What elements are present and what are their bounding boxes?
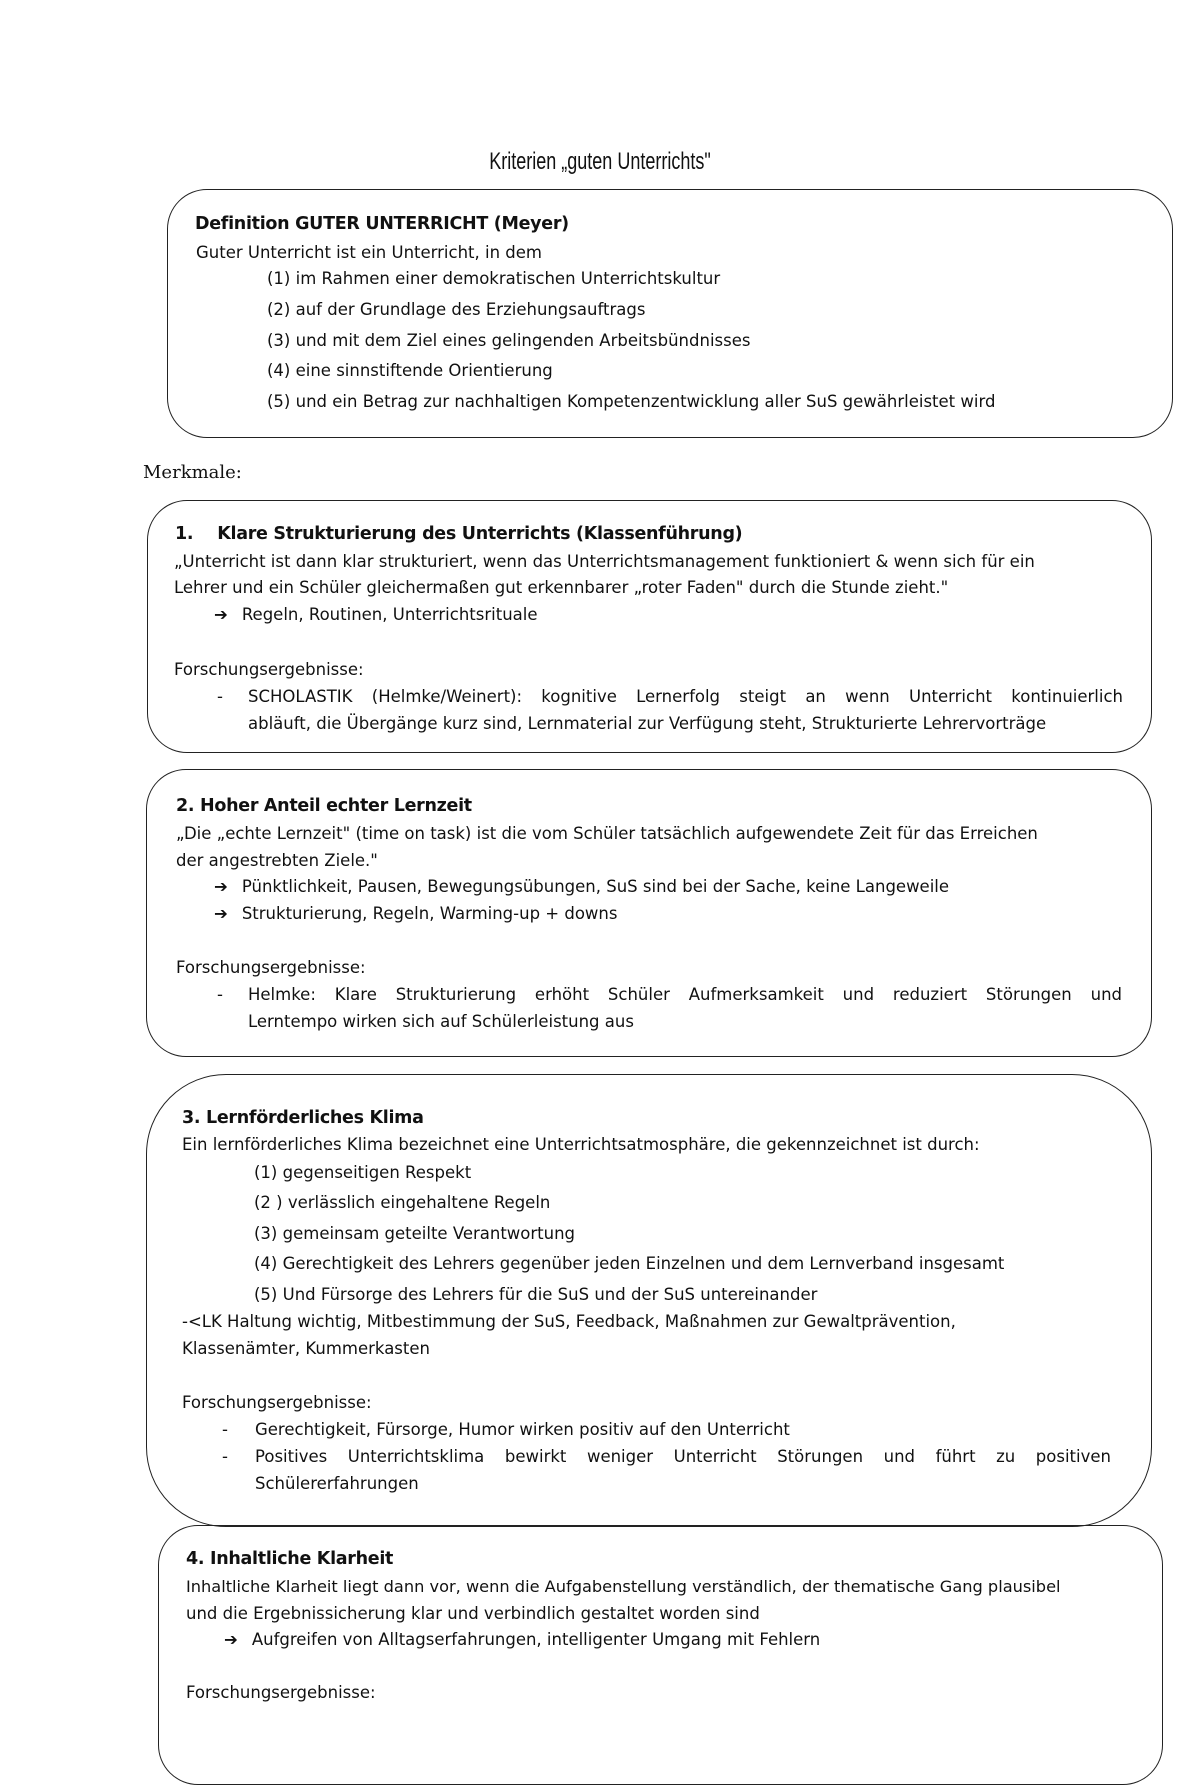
section-3-research-label: Forschungsergebnisse:	[182, 1393, 372, 1412]
section-2-research-label: Forschungsergebnisse:	[176, 958, 366, 977]
section-4-text: und die Ergebnissicherung klar und verbindlich gestaltet worden sind	[186, 1604, 760, 1623]
arrow-icon: ➔	[214, 605, 228, 624]
definition-heading: Definition GUTER UNTERRICHT (Meyer)	[195, 214, 569, 234]
section-3-item: (3) gemeinsam geteilte Verantwortung	[254, 1224, 576, 1243]
section-4-heading: 4. Inhaltliche Klarheit	[186, 1549, 394, 1569]
arrow-icon: ➔	[224, 1630, 238, 1649]
section-4-research-label: Forschungsergebnisse:	[186, 1683, 376, 1702]
section-3-extra: -<LK Haltung wichtig, Mitbestimmung der SuS, Feedback, Maßnahmen zur Gewaltprävention,	[182, 1312, 956, 1331]
section-1-text: Lehrer und ein Schüler gleichermaßen gut erkennbarer „roter Faden" durch die Stunde zieht."	[174, 578, 949, 597]
section-2-text: der angestrebten Ziele."	[176, 851, 378, 870]
section-2-arrow-item: ➔ Pünktlichkeit, Pausen, Bewegungsübungen, SuS sind bei der Sache, keine Langeweile	[214, 877, 950, 896]
section-3-research-item: Positives Unterrichtsklima bewirkt weniger Unterricht Störungen und führt zu positiven	[255, 1447, 1111, 1466]
dash-icon: -	[222, 1447, 228, 1466]
definition-intro: Guter Unterricht ist ein Unterricht, in dem	[196, 243, 542, 262]
definition-item: (1) im Rahmen einer demokratischen Unterrichtskultur	[267, 269, 721, 288]
section-2-arrow-item: ➔ Strukturierung, Regeln, Warming-up + downs	[214, 904, 618, 923]
section-2-heading: 2. Hoher Anteil echter Lernzeit	[176, 796, 472, 816]
section-4-text: Inhaltliche Klarheit liegt dann vor, wenn die Aufgabenstellung verständlich, der thematische Gang plausibel	[186, 1577, 1061, 1596]
section-1-heading-number: 1.	[175, 524, 194, 544]
section-1-research-item: abläuft, die Übergänge kurz sind, Lernmaterial zur Verfügung steht, Strukturierte Lehrervorträge	[248, 714, 1047, 733]
section-3-item: (5) Und Fürsorge des Lehrers für die SuS und der SuS untereinander	[254, 1285, 818, 1304]
section-3-extra: Klassenämter, Kummerkasten	[182, 1339, 430, 1358]
arrow-icon: ➔	[214, 904, 228, 923]
section-1-text: „Unterricht ist dann klar strukturiert, wenn das Unterrichtsmanagement funktioniert & wenn sich für ein	[174, 552, 1035, 571]
arrow-icon: ➔	[214, 877, 228, 896]
section-1-heading-text: Klare Strukturierung des Unterrichts (Klassenführung)	[217, 524, 743, 544]
section-1-arrow-item: ➔ Regeln, Routinen, Unterrichtsrituale	[214, 605, 538, 624]
definition-item: (4) eine sinnstiftende Orientierung	[267, 361, 553, 380]
definition-item: (2) auf der Grundlage des Erziehungsauftrags	[267, 300, 646, 319]
dash-icon: -	[222, 1420, 228, 1439]
dash-icon: -	[217, 687, 223, 706]
section-3-heading: 3. Lernförderliches Klima	[182, 1108, 424, 1128]
page-title: Kriterien „guten Unterrichts"	[489, 148, 711, 175]
dash-icon: -	[217, 985, 223, 1004]
definition-item: (3) und mit dem Ziel eines gelingenden Arbeitsbündnisses	[267, 331, 751, 350]
section-3-intro: Ein lernförderliches Klima bezeichnet eine Unterrichtsatmosphäre, die gekennzeichnet ist durch:	[182, 1135, 980, 1154]
section-2-research-item: Helmke: Klare Strukturierung erhöht Schüler Aufmerksamkeit und reduziert Störungen und	[248, 985, 1122, 1004]
section-2-text: „Die „echte Lernzeit" (time on task) ist die vom Schüler tatsächlich aufgewendete Zeit für das Erreichen	[176, 824, 1038, 843]
section-3-item: (1) gegenseitigen Respekt	[254, 1163, 472, 1182]
section-3-research-item: Schülererfahrungen	[255, 1474, 419, 1493]
section-4-arrow-item: ➔ Aufgreifen von Alltagserfahrungen, intelligenter Umgang mit Fehlern	[224, 1630, 821, 1649]
section-3-item: (4) Gerechtigkeit des Lehrers gegenüber jeden Einzelnen und dem Lernverband insgesamt	[254, 1254, 1005, 1273]
merkmale-label: Merkmale:	[143, 462, 242, 483]
section-3-item: (2 ) verlässlich eingehaltene Regeln	[254, 1193, 551, 1212]
definition-item: (5) und ein Betrag zur nachhaltigen Kompetenzentwicklung aller SuS gewährleistet wird	[267, 392, 996, 411]
section-1-research-label: Forschungsergebnisse:	[174, 660, 364, 679]
section-2-research-item: Lerntempo wirken sich auf Schülerleistung aus	[248, 1012, 634, 1031]
section-1-research-item: SCHOLASTIK (Helmke/Weinert): kognitive Lernerfolg steigt an wenn Unterricht kontinuierlich	[248, 687, 1123, 706]
section-3-research-item: Gerechtigkeit, Fürsorge, Humor wirken positiv auf den Unterricht	[255, 1420, 790, 1439]
section-1-heading	[175, 524, 742, 544]
